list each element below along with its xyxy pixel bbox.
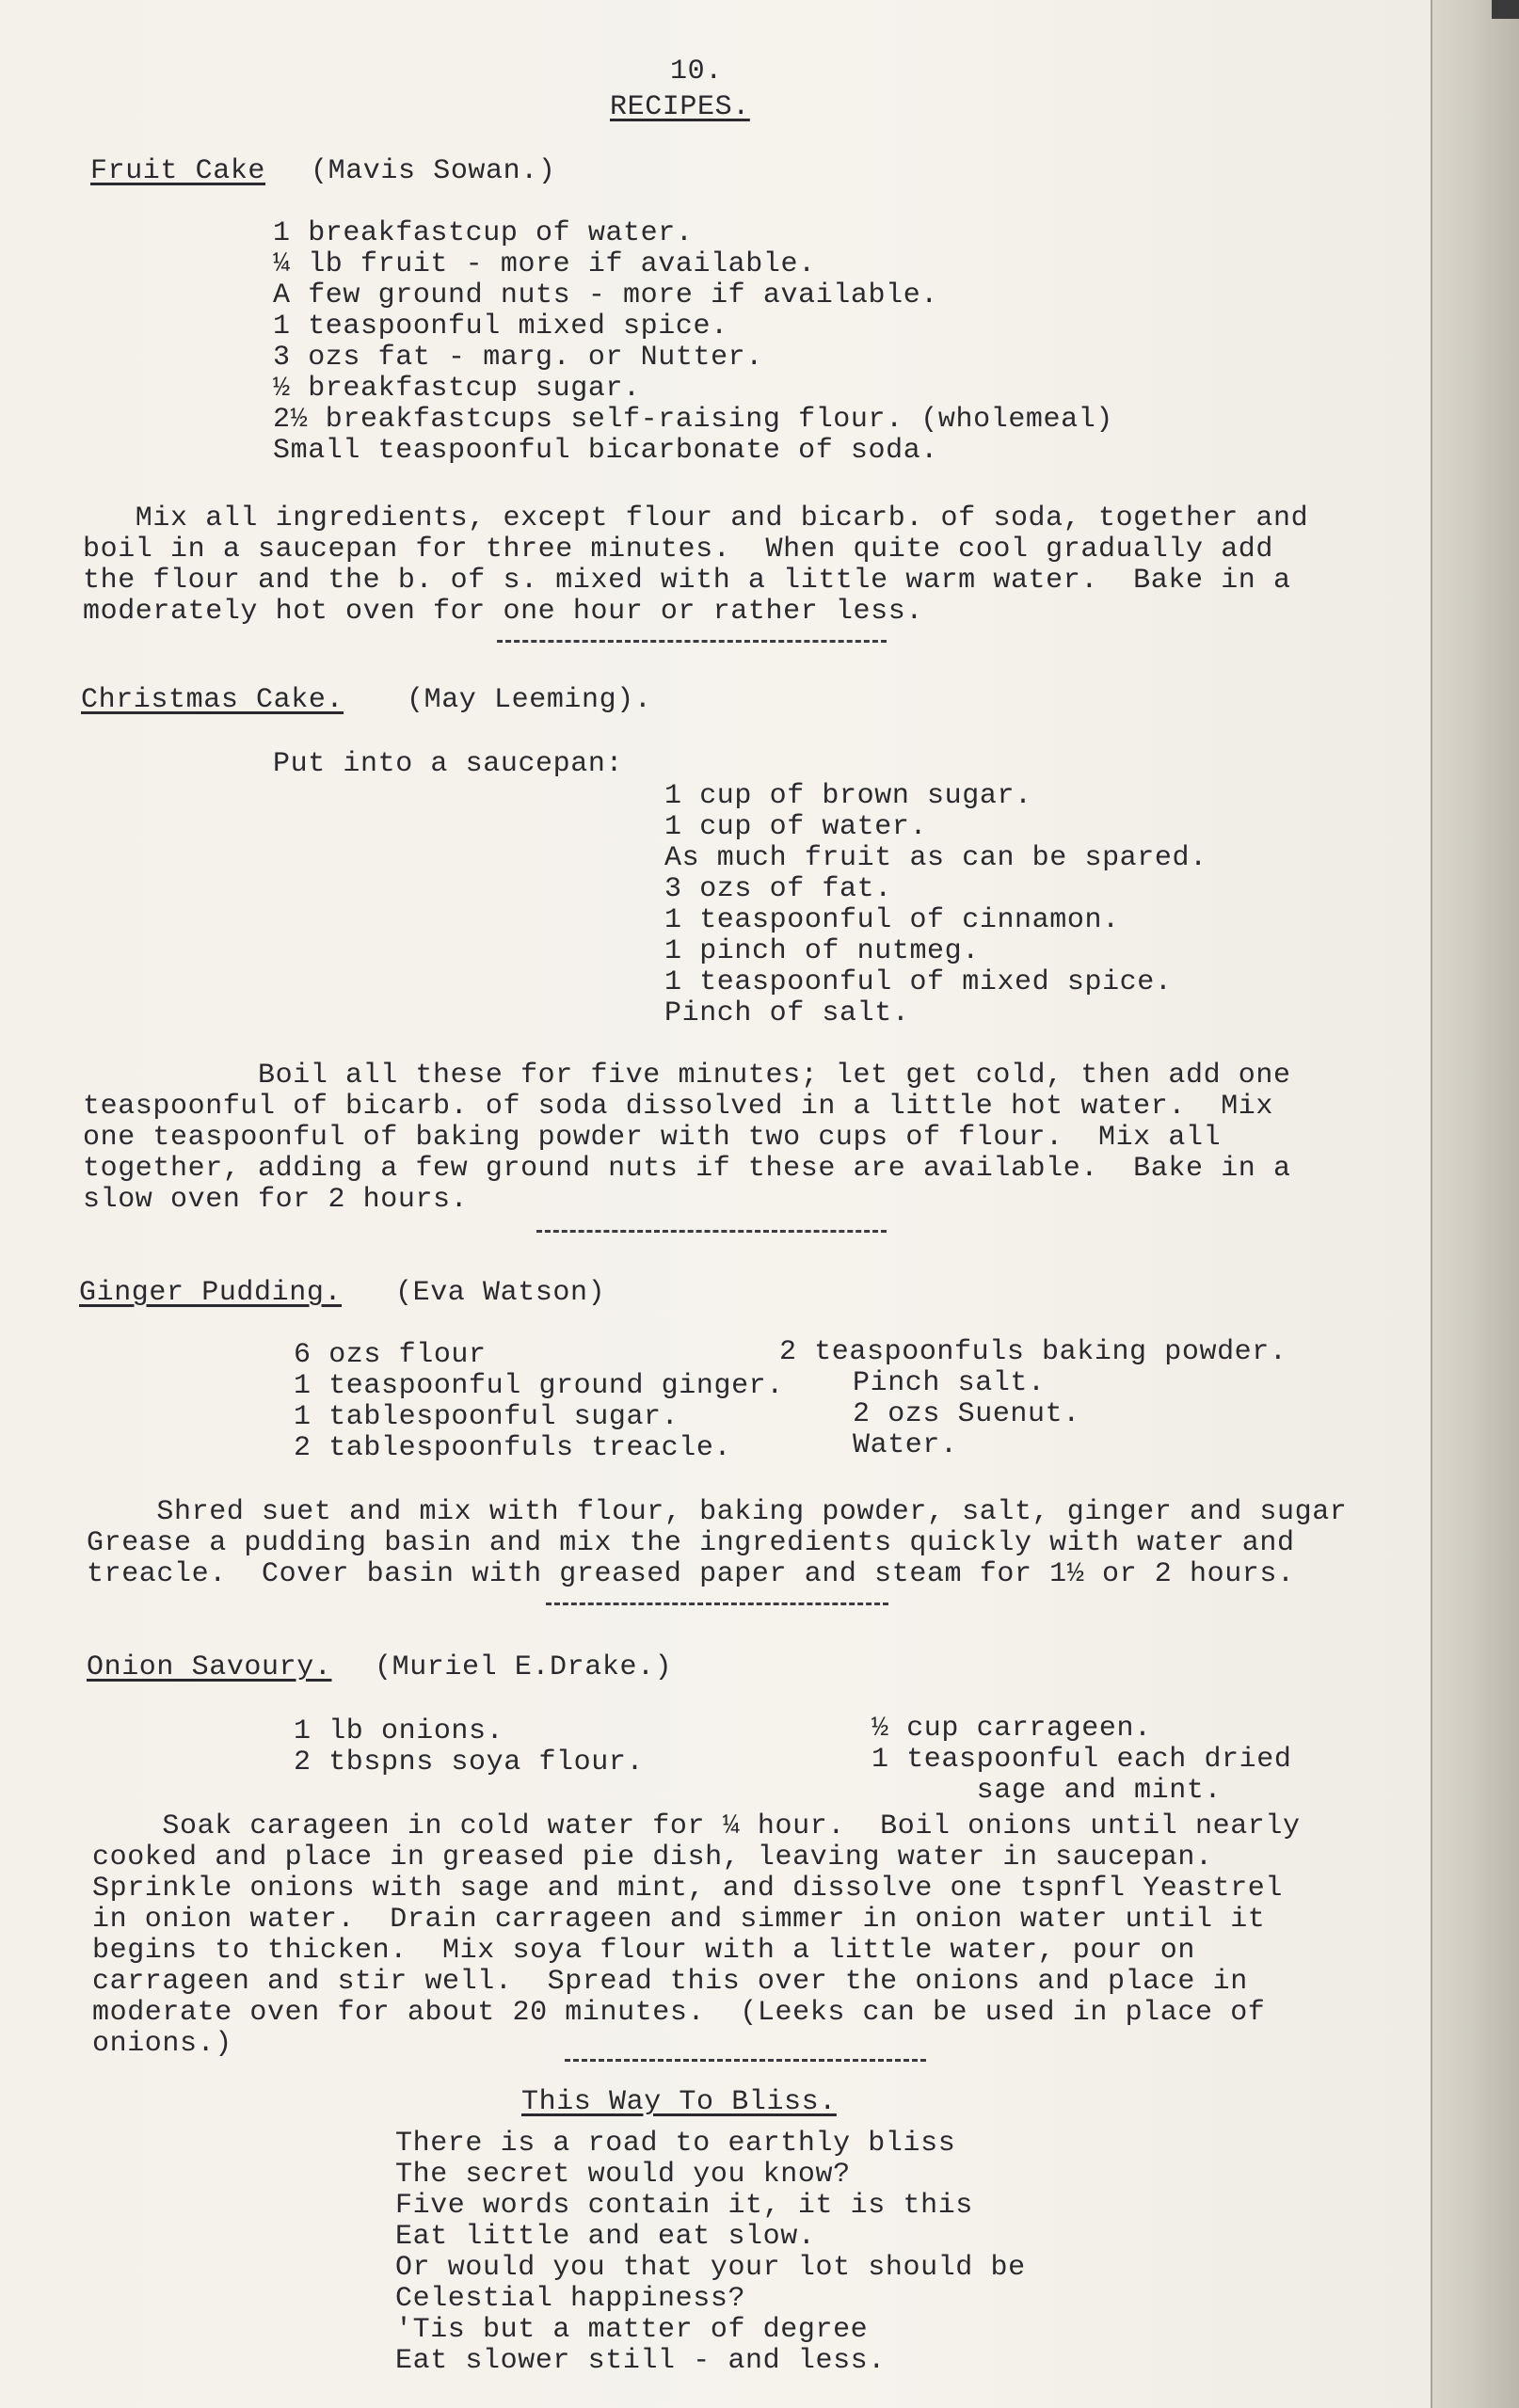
ingredient-line: Small teaspoonful bicarbonate of soda. (273, 435, 938, 467)
section-divider (546, 1603, 888, 1605)
ingredient-line: 1 teaspoonful mixed spice. (273, 311, 728, 343)
method-line: Grease a pudding basin and mix the ingredients quickly with water and (87, 1527, 1295, 1559)
ingredient-line: 1 tablespoonful sugar. (294, 1401, 680, 1433)
christmas-cake-title: Christmas Cake. (81, 684, 344, 716)
method-line: slow oven for 2 hours. (83, 1184, 469, 1216)
method-line: onions.) (92, 2028, 232, 2060)
poem-line: The secret would you know? (395, 2159, 851, 2191)
christmas-cake-author: (May Leeming). (407, 684, 652, 716)
section-divider (565, 2059, 926, 2062)
method-line: moderately hot oven for one hour or rather less. (83, 596, 923, 628)
poem-line: There is a road to earthly bliss (395, 2128, 956, 2160)
poem-line: Eat little and eat slow. (395, 2221, 816, 2253)
ingredient-line: 6 ozs flour (294, 1339, 487, 1371)
method-line: cooked and place in greased pie dish, leaving water in saucepan. (92, 1842, 1213, 1874)
method-line: together, adding a few ground nuts if these are available. Bake in a (83, 1153, 1291, 1185)
poem-line: 'Tis but a matter of degree (395, 2314, 869, 2346)
ingredient-line: 1 lb onions. (294, 1715, 504, 1747)
ingredient-line: As much fruit as can be spared. (664, 842, 1207, 874)
ingredient-line: A few ground nuts - more if available. (273, 279, 938, 311)
method-line: Shred suet and mix with flour, baking powder, salt, ginger and sugar (87, 1496, 1348, 1528)
poem-line: Or would you that your lot should be (395, 2252, 1026, 2284)
method-line: teaspoonful of bicarb. of soda dissolved in a little hot water. Mix (83, 1091, 1273, 1123)
ingredient-line: 2 teaspoonfuls baking powder. (779, 1336, 1287, 1368)
method-line: Soak carageen in cold water for ¼ hour. Boil onions until nearly (92, 1810, 1301, 1842)
method-line: begins to thicken. Mix soya flour with a little water, pour on (92, 1935, 1195, 1967)
method-line: moderate oven for about 20 minutes. (Leeks can be used in place of (92, 1997, 1266, 2029)
fruit-cake-author: (Mavis Sowan.) (311, 155, 556, 187)
ingredient-line: 1 teaspoonful of cinnamon. (664, 904, 1120, 936)
page-number: 10. (670, 56, 723, 88)
section-divider (536, 1230, 887, 1233)
ingredient-line: 1 teaspoonful ground ginger. (294, 1370, 784, 1402)
ingredient-line: 1 breakfastcup of water. (273, 217, 694, 249)
ingredient-line: 2 tablespoonfuls treacle. (294, 1432, 732, 1464)
method-line: the flour and the b. of s. mixed with a little warm water. Bake in a (83, 565, 1291, 597)
ginger-pudding-author: (Eva Watson) (395, 1277, 606, 1309)
method-line: Sprinkle onions with sage and mint, and dissolve one tspnfl Yeastrel (92, 1873, 1283, 1905)
ingredient-line: 3 ozs of fat. (664, 873, 892, 905)
christmas-cake-intro: Put into a saucepan: (273, 748, 624, 780)
ingredient-line: sage and mint. (871, 1775, 1223, 1807)
ingredient-line: 2½ breakfastcups self-raising flour. (wholemeal) (273, 404, 1113, 436)
poem-line: Celestial happiness? (395, 2283, 746, 2315)
method-line: Mix all ingredients, except flour and bicarb. of soda, together and (83, 502, 1309, 534)
method-line: boil in a saucepan for three minutes. When quite cool gradually add (83, 534, 1273, 566)
method-line: treacle. Cover basin with greased paper and steam for 1½ or 2 hours. (87, 1558, 1295, 1590)
section-divider (497, 640, 887, 643)
method-line: in onion water. Drain carrageen and simmer in onion water until it (92, 1904, 1266, 1936)
method-line: one teaspoonful of baking powder with two cups of flour. Mix all (83, 1122, 1222, 1154)
poem-line: Five words contain it, it is this (395, 2190, 973, 2222)
ingredient-line: ¼ lb fruit - more if available. (273, 248, 816, 280)
ginger-pudding-title: Ginger Pudding. (79, 1277, 343, 1309)
fruit-cake-title: Fruit Cake (90, 155, 266, 187)
ingredient-line: 2 tbspns soya flour. (294, 1746, 645, 1778)
ingredient-line: Pinch of salt. (664, 997, 910, 1029)
ingredient-line: 1 teaspoonful of mixed spice. (664, 966, 1173, 998)
method-line: carrageen and stir well. Spread this over the onions and place in (92, 1966, 1248, 1998)
page-heading: RECIPES. (610, 91, 750, 123)
page-binding-edge (1431, 0, 1519, 2408)
page-corner-shadow (1492, 0, 1519, 19)
ingredient-line: 1 pinch of nutmeg. (664, 935, 980, 967)
poem-title: This Way To Bliss. (521, 2086, 837, 2118)
ingredient-line: ½ breakfastcup sugar. (273, 373, 641, 405)
ingredient-line: 2 ozs Suenut. (853, 1398, 1080, 1430)
ingredient-line: Pinch salt. (853, 1367, 1046, 1399)
method-line: Boil all these for five minutes; let get cold, then add one (83, 1060, 1291, 1092)
ingredient-line: 1 cup of brown sugar. (664, 780, 1032, 812)
ingredient-line: ½ cup carrageen. (871, 1713, 1152, 1745)
ingredient-line: Water. (853, 1429, 958, 1461)
onion-savoury-author: (Muriel E.Drake.) (375, 1651, 673, 1683)
ingredient-line: 3 ozs fat - marg. or Nutter. (273, 342, 763, 374)
onion-savoury-title: Onion Savoury. (87, 1651, 332, 1683)
ingredient-line: 1 cup of water. (664, 811, 928, 843)
poem-line: Eat slower still - and less. (395, 2345, 886, 2377)
ingredient-line: 1 teaspoonful each dried (871, 1744, 1292, 1776)
